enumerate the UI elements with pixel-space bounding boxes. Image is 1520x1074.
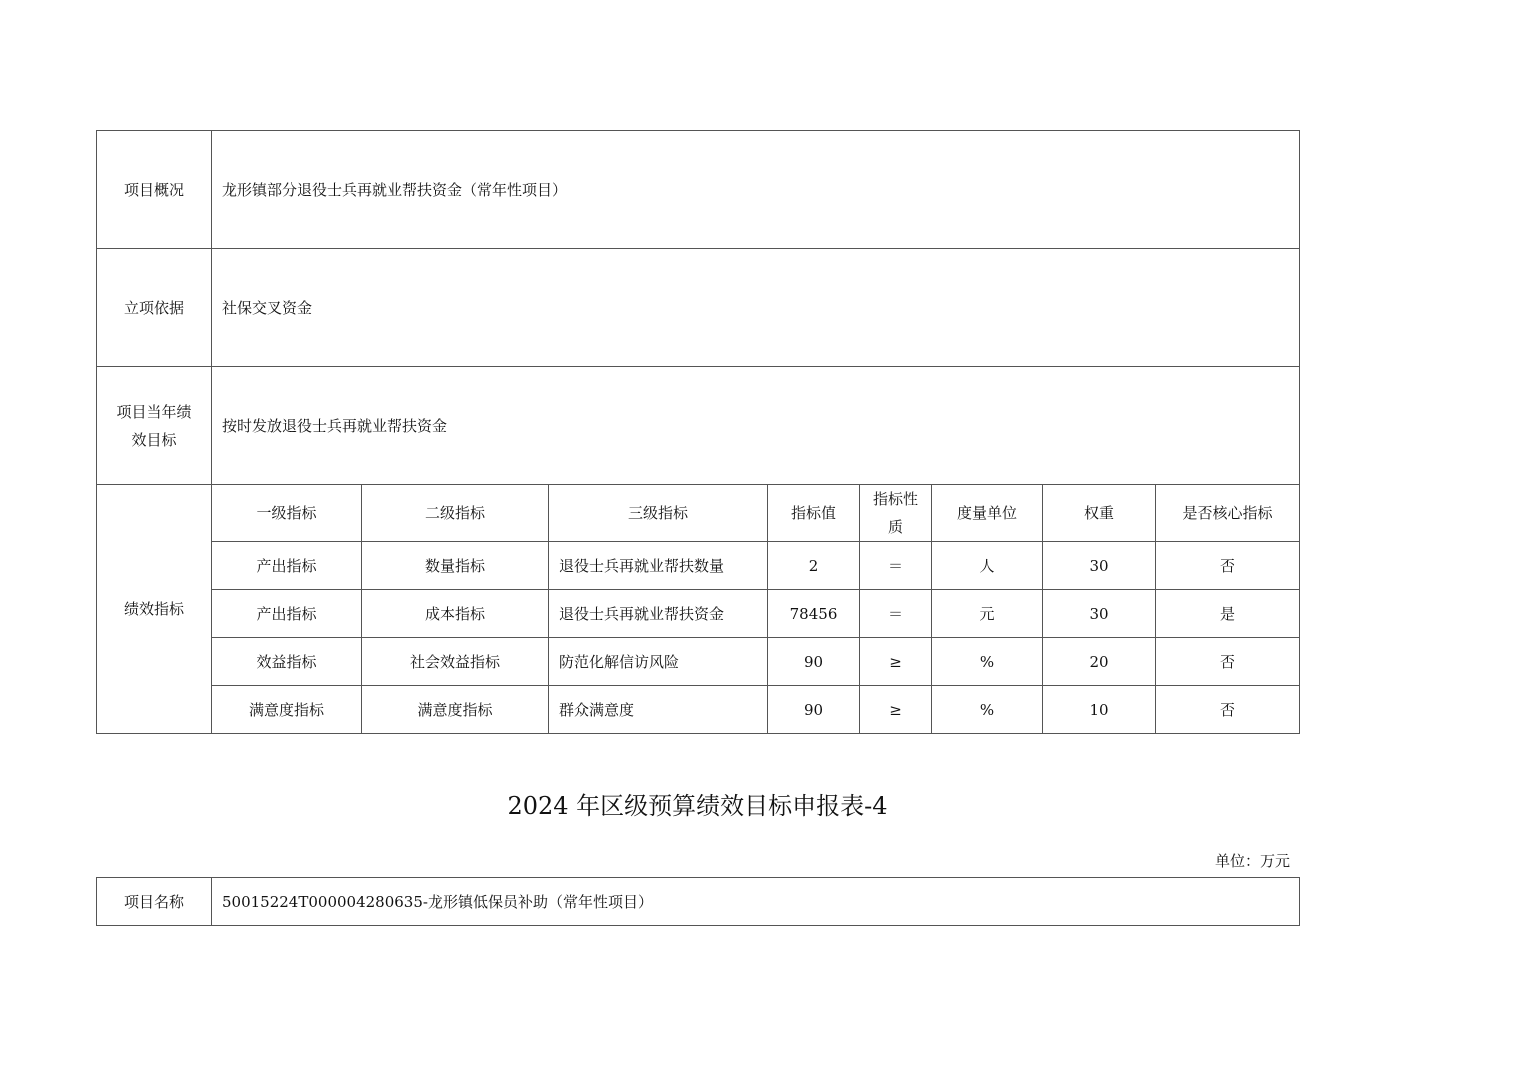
header-nature-line2: 质	[887, 518, 903, 536]
header-level2: 二级指标	[362, 485, 549, 542]
indicator-core: 是	[1156, 590, 1300, 638]
indicator-level2: 数量指标	[362, 542, 549, 590]
indicator-level1: 产出指标	[212, 590, 362, 638]
overview-value: 龙形镇部分退役士兵再就业帮扶资金（常年性项目）	[212, 131, 1300, 249]
indicator-level3: 退役士兵再就业帮扶资金	[549, 590, 768, 638]
header-weight: 权重	[1043, 485, 1156, 542]
performance-label: 绩效指标	[97, 485, 212, 734]
indicator-value: 78456	[768, 590, 860, 638]
annual-goal-row	[97, 367, 1300, 485]
indicator-level2: 成本指标	[362, 590, 549, 638]
indicator-level3: 群众满意度	[549, 686, 768, 734]
header-unit: 度量单位	[932, 485, 1043, 542]
indicator-level3: 退役士兵再就业帮扶数量	[549, 542, 768, 590]
form-title: 2024 年区级预算绩效目标申报表-4	[507, 792, 888, 820]
indicator-weight: 30	[1043, 542, 1156, 590]
indicator-core: 否	[1156, 686, 1300, 734]
annual-goal-value: 按时发放退役士兵再就业帮扶资金	[212, 367, 1300, 485]
annual-goal-label-line1: 项目当年绩	[116, 402, 192, 421]
indicator-header-row	[97, 485, 1300, 542]
indicator-value: 90	[768, 638, 860, 686]
project-name-table	[96, 877, 1300, 926]
basis-value: 社保交叉资金	[212, 249, 1300, 367]
indicator-core: 否	[1156, 542, 1300, 590]
basis-label: 立项依据	[97, 249, 212, 367]
indicator-weight: 20	[1043, 638, 1156, 686]
indicator-weight: 30	[1043, 590, 1156, 638]
indicator-level2: 满意度指标	[362, 686, 549, 734]
indicator-nature: ≥	[860, 686, 932, 734]
indicator-weight: 10	[1043, 686, 1156, 734]
indicator-level1: 效益指标	[212, 638, 362, 686]
indicator-core: 否	[1156, 638, 1300, 686]
indicator-level3: 防范化解信访风险	[549, 638, 768, 686]
indicator-unit: 人	[932, 542, 1043, 590]
indicator-nature: ＝	[860, 590, 932, 638]
overview-row	[97, 131, 1300, 249]
indicator-unit: 元	[932, 590, 1043, 638]
indicator-row	[97, 686, 1300, 734]
header-core: 是否核心指标	[1156, 485, 1300, 542]
basis-row	[97, 249, 1300, 367]
indicator-row	[97, 542, 1300, 590]
indicator-level1: 满意度指标	[212, 686, 362, 734]
indicator-level1: 产出指标	[212, 542, 362, 590]
indicator-row	[97, 638, 1300, 686]
project-name-row	[97, 878, 1300, 926]
annual-goal-label	[97, 367, 212, 485]
header-nature	[860, 485, 932, 542]
indicator-nature: ＝	[860, 542, 932, 590]
indicator-row	[97, 590, 1300, 638]
performance-goal-table	[96, 130, 1300, 734]
overview-label: 项目概况	[97, 131, 212, 249]
indicator-level2: 社会效益指标	[362, 638, 549, 686]
indicator-value: 2	[768, 542, 860, 590]
project-name-label: 项目名称	[97, 878, 212, 926]
annual-goal-label-line2: 效目标	[131, 430, 177, 449]
header-nature-line1: 指标性	[872, 490, 918, 508]
header-level3: 三级指标	[549, 485, 768, 542]
indicator-nature: ≥	[860, 638, 932, 686]
unit-note: 单位：万元	[1214, 852, 1290, 870]
header-level1: 一级指标	[212, 485, 362, 542]
indicator-unit: %	[932, 638, 1043, 686]
project-name-value: 50015224T000004280635-龙形镇低保员补助（常年性项目）	[212, 878, 1300, 926]
indicator-unit: %	[932, 686, 1043, 734]
indicator-value: 90	[768, 686, 860, 734]
header-value: 指标值	[768, 485, 860, 542]
